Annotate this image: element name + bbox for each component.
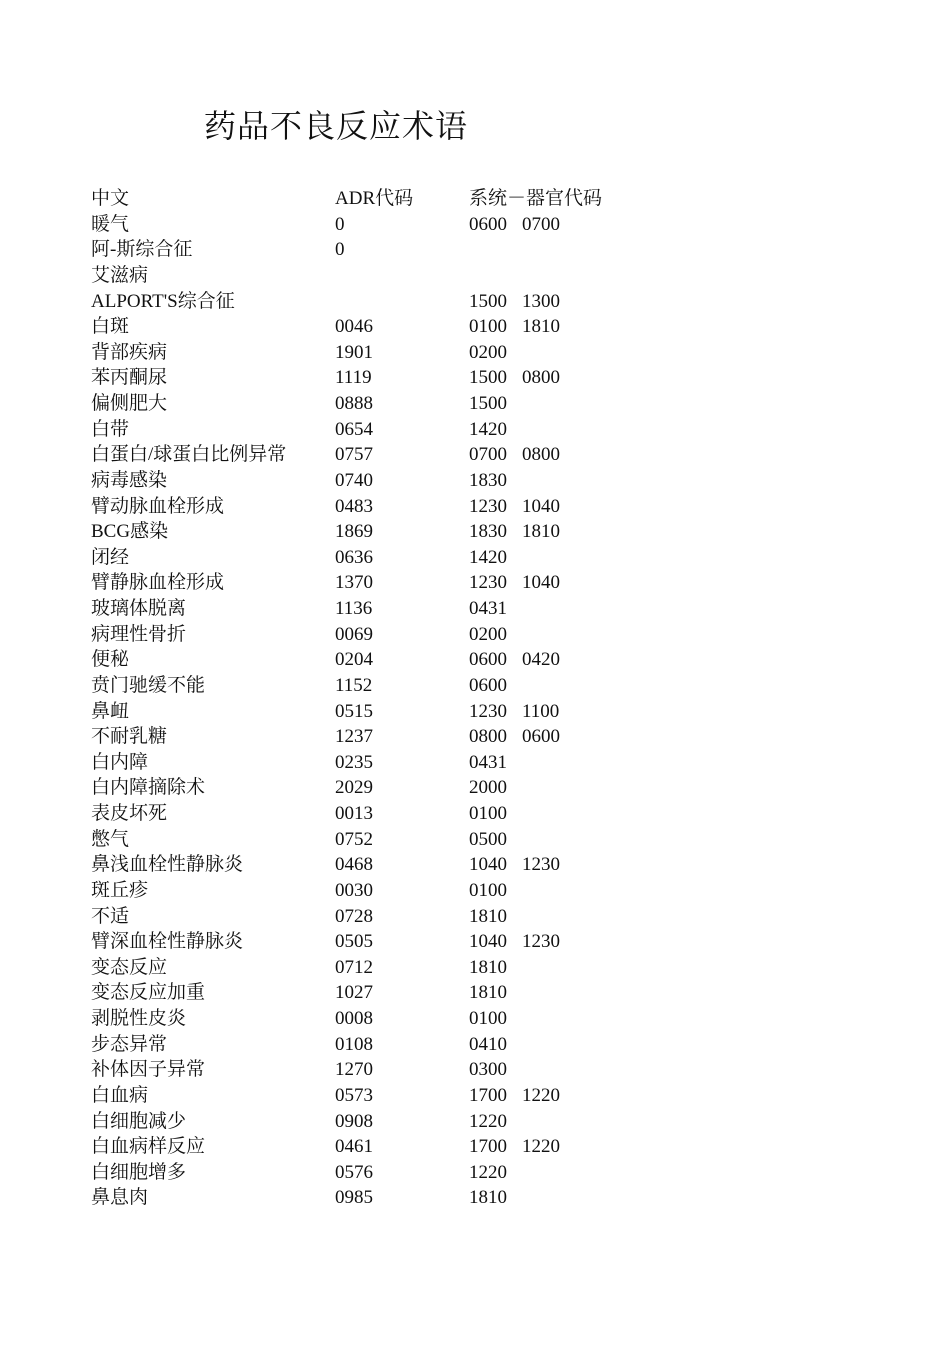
term-name-cell: 剥脱性皮炎: [91, 1008, 187, 1029]
term-name-cell: 鼻浅血栓性静脉炎: [91, 854, 244, 876]
table-row: [91, 775, 691, 801]
term-name-cell: 白内障: [91, 751, 149, 773]
system-organ-code-cell: 0100: [469, 879, 507, 901]
system-organ-code-cell: 0431: [469, 598, 507, 619]
table-row: [91, 289, 691, 315]
system-organ-code-cell: 1810: [522, 521, 560, 543]
adr-code-cell: 1152: [335, 674, 373, 696]
term-name-cell: 白血病样反应: [91, 1136, 206, 1158]
adr-code-cell: 0: [335, 239, 345, 261]
table-row: [91, 852, 691, 878]
table-row: [91, 827, 691, 853]
system-organ-code-cell: 1810: [469, 956, 507, 978]
term-name-cell: 憋气: [91, 828, 130, 850]
table-row: [91, 365, 691, 391]
table-row: [91, 1134, 691, 1160]
adr-code-cell: 0636: [335, 546, 373, 568]
system-organ-code-cell: 1500: [469, 290, 507, 312]
table-row: [91, 1160, 691, 1186]
system-organ-code-cell: 0700: [469, 444, 507, 466]
table-row: [91, 442, 691, 468]
table-row: [91, 391, 691, 417]
table-row: [91, 314, 691, 340]
system-organ-code-cell: 1830: [469, 521, 507, 543]
system-organ-code-cell: 1810: [522, 316, 560, 338]
term-name-cell: 便秘: [91, 649, 130, 671]
system-organ-code-cell: 1040: [522, 572, 560, 594]
adr-code-cell: 0013: [335, 803, 373, 824]
adr-code-cell: 1869: [335, 521, 373, 543]
table-row: [91, 212, 691, 238]
term-name-cell: 不适: [91, 905, 130, 927]
table-row: [91, 1083, 691, 1109]
system-organ-code-cell: 1810: [469, 982, 507, 1004]
system-organ-code-cell: 1220: [469, 1110, 507, 1132]
adr-code-cell: 0: [335, 213, 345, 235]
table-row: [91, 1185, 691, 1211]
system-organ-code-cell: 0100: [469, 316, 507, 338]
table-row: [91, 1006, 691, 1032]
term-name-cell: 斑丘疹: [91, 879, 149, 901]
system-organ-code-cell: 0500: [469, 828, 507, 850]
term-name-cell: 白蛋白/球蛋白比例异常: [91, 444, 287, 466]
term-name-cell: 鼻息肉: [91, 1187, 149, 1209]
term-name-cell: 阿-斯综合征: [91, 239, 193, 261]
table-row: [91, 1057, 691, 1083]
term-name-cell: 病理性骨折: [91, 623, 187, 645]
table-header-row: [91, 186, 691, 212]
system-organ-code-cell: 1100: [522, 700, 560, 722]
adr-code-cell: 0108: [335, 1033, 373, 1055]
header-adr-code: ADR代码: [335, 188, 414, 209]
adr-code-cell: 1119: [335, 367, 372, 389]
system-organ-code-cell: 0100: [469, 1008, 507, 1029]
adr-code-cell: 0576: [335, 1161, 373, 1183]
system-organ-code-cell: 1230: [469, 700, 507, 722]
system-organ-code-cell: 1420: [469, 418, 507, 440]
system-organ-code-cell: 1500: [469, 393, 507, 414]
system-organ-code-cell: 0420: [522, 649, 560, 671]
system-organ-code-cell: 1700: [469, 1084, 507, 1106]
system-organ-code-cell: 0600: [469, 649, 507, 671]
system-organ-code-cell: 0200: [469, 623, 507, 645]
term-name-cell: 苯丙酮尿: [91, 367, 168, 389]
header-system-organ-code: 系统－器官代码: [469, 188, 603, 209]
adr-code-cell: 0654: [335, 418, 373, 440]
term-name-cell: 贲门驰缓不能: [91, 674, 206, 696]
adr-code-cell: 0461: [335, 1136, 373, 1158]
adr-code-cell: 0728: [335, 905, 373, 927]
table-row: [91, 1032, 691, 1058]
adr-code-cell: 1270: [335, 1059, 373, 1081]
term-name-cell: 臂动脉血栓形成: [91, 495, 225, 517]
term-name-cell: 臂静脉血栓形成: [91, 572, 225, 594]
table-row: [91, 929, 691, 955]
term-name-cell: 步态异常: [91, 1033, 168, 1055]
system-organ-code-cell: 1230: [469, 572, 507, 594]
adr-code-cell: 0204: [335, 649, 373, 671]
term-name-cell: 补体因子异常: [91, 1059, 206, 1081]
term-name-cell: 不耐乳糖: [91, 726, 168, 748]
table-row: [91, 878, 691, 904]
adr-code-cell: 0752: [335, 828, 373, 850]
system-organ-code-cell: 0600: [469, 213, 507, 235]
table-row: [91, 263, 691, 289]
table-row: [91, 468, 691, 494]
adr-code-cell: 0757: [335, 444, 373, 466]
adr-code-cell: 2029: [335, 777, 373, 799]
table-row: [91, 1109, 691, 1135]
system-organ-code-cell: 1300: [522, 290, 560, 312]
table-row: [91, 237, 691, 263]
adr-code-cell: 0505: [335, 931, 373, 953]
system-organ-code-cell: 1810: [469, 1187, 507, 1209]
adr-code-cell: 0712: [335, 956, 373, 978]
system-organ-code-cell: 1230: [522, 931, 560, 953]
system-organ-code-cell: 0200: [469, 341, 507, 363]
system-organ-code-cell: 1040: [469, 854, 507, 876]
term-name-cell: 鼻衄: [91, 700, 130, 722]
table-row: [91, 904, 691, 930]
system-organ-code-cell: 0700: [522, 213, 560, 235]
system-organ-code-cell: 0800: [522, 367, 560, 389]
adr-code-cell: 1901: [335, 341, 373, 363]
table-row: [91, 622, 691, 648]
adr-code-cell: 1027: [335, 982, 373, 1004]
table-row: [91, 417, 691, 443]
term-name-cell: 变态反应加重: [91, 982, 206, 1004]
header-chinese-name: 中文: [91, 188, 130, 209]
table-row: [91, 699, 691, 725]
adr-code-cell: 0515: [335, 700, 373, 722]
adr-code-cell: 0573: [335, 1084, 373, 1106]
system-organ-code-cell: 0100: [469, 803, 507, 824]
system-organ-code-cell: 0410: [469, 1033, 507, 1055]
adr-code-cell: 0069: [335, 623, 373, 645]
term-name-cell: 白血病: [91, 1084, 149, 1106]
system-organ-code-cell: 0800: [522, 444, 560, 466]
adr-code-cell: 1136: [335, 598, 373, 619]
system-organ-code-cell: 1220: [522, 1136, 560, 1158]
term-name-cell: 白细胞增多: [91, 1161, 187, 1183]
term-name-cell: 白内障摘除术: [91, 777, 206, 799]
adr-term-table: [91, 186, 691, 1211]
term-name-cell: 偏侧肥大: [91, 393, 168, 414]
system-organ-code-cell: 1830: [469, 469, 507, 491]
system-organ-code-cell: 1220: [522, 1084, 560, 1106]
term-name-cell: ALPORT'S综合征: [91, 290, 235, 312]
term-name-cell: 暖气: [91, 213, 130, 235]
system-organ-code-cell: 2000: [469, 777, 507, 799]
system-organ-code-cell: 1040: [469, 931, 507, 953]
term-name-cell: 表皮坏死: [91, 803, 168, 824]
term-name-cell: 白细胞减少: [91, 1110, 187, 1132]
system-organ-code-cell: 0300: [469, 1059, 507, 1081]
system-organ-code-cell: 1420: [469, 546, 507, 568]
adr-code-cell: 1237: [335, 726, 373, 748]
table-row: [91, 570, 691, 596]
system-organ-code-cell: 0600: [522, 726, 560, 748]
adr-code-cell: 0008: [335, 1008, 373, 1029]
adr-code-cell: 0740: [335, 469, 373, 491]
table-row: [91, 647, 691, 673]
system-organ-code-cell: 1220: [469, 1161, 507, 1183]
adr-code-cell: 0985: [335, 1187, 373, 1209]
adr-code-cell: 1370: [335, 572, 373, 594]
table-row: [91, 673, 691, 699]
term-name-cell: 玻璃体脱离: [91, 598, 187, 619]
system-organ-code-cell: 1230: [469, 495, 507, 517]
system-organ-code-cell: 0600: [469, 674, 507, 696]
term-name-cell: 白斑: [91, 316, 130, 338]
term-name-cell: 白带: [91, 418, 130, 440]
table-row: [91, 340, 691, 366]
adr-code-cell: 0235: [335, 751, 373, 773]
adr-code-cell: 0468: [335, 854, 373, 876]
system-organ-code-cell: 1500: [469, 367, 507, 389]
table-body: [91, 212, 691, 1211]
adr-code-cell: 0888: [335, 393, 373, 414]
adr-code-cell: 0030: [335, 879, 373, 901]
table-row: [91, 980, 691, 1006]
adr-code-cell: 0046: [335, 316, 373, 338]
table-row: [91, 724, 691, 750]
term-name-cell: BCG感染: [91, 521, 169, 543]
system-organ-code-cell: 0800: [469, 726, 507, 748]
table-row: [91, 750, 691, 776]
table-row: [91, 955, 691, 981]
table-row: [91, 494, 691, 520]
term-name-cell: 臂深血栓性静脉炎: [91, 931, 244, 953]
table-row: [91, 596, 691, 622]
system-organ-code-cell: 1040: [522, 495, 560, 517]
adr-code-cell: 0483: [335, 495, 373, 517]
term-name-cell: 病毒感染: [91, 469, 168, 491]
page-title: 药品不良反应术语: [204, 108, 469, 144]
adr-code-cell: 0908: [335, 1110, 373, 1132]
system-organ-code-cell: 0431: [469, 751, 507, 773]
term-name-cell: 变态反应: [91, 956, 168, 978]
term-name-cell: 艾滋病: [91, 264, 149, 286]
table-row: [91, 519, 691, 545]
system-organ-code-cell: 1230: [522, 854, 560, 876]
system-organ-code-cell: 1700: [469, 1136, 507, 1158]
system-organ-code-cell: 1810: [469, 905, 507, 927]
term-name-cell: 背部疾病: [91, 341, 168, 363]
table-row: [91, 801, 691, 827]
table-row: [91, 545, 691, 571]
term-name-cell: 闭经: [91, 546, 130, 568]
